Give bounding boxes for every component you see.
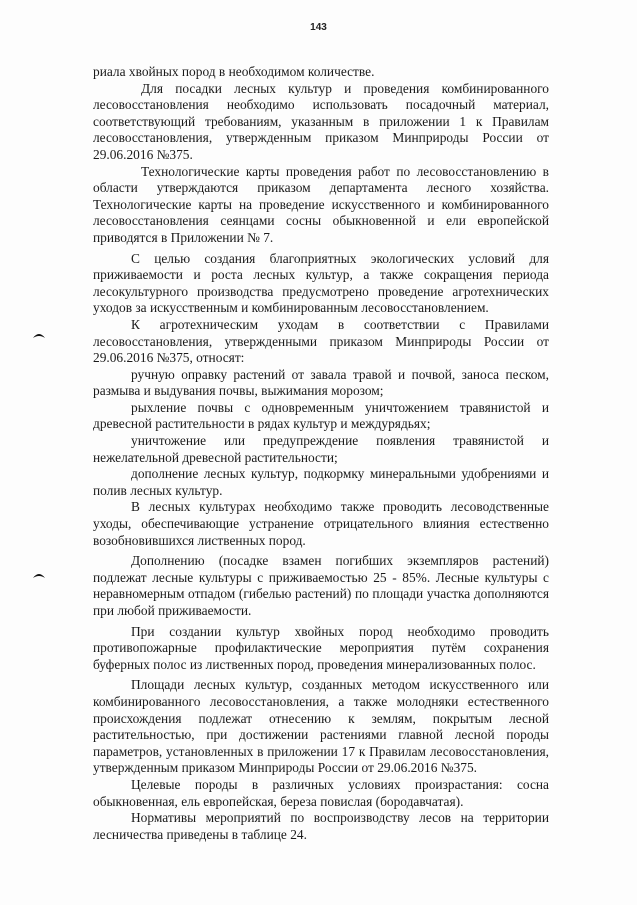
page-number: 143 [310, 22, 327, 33]
list-item: уничтожение или предупреждение появления травянистой и нежелательной древесной растительности; [93, 433, 549, 465]
binder-hole-mark-icon [32, 326, 46, 334]
paragraph: риала хвойных пород в необходимом количестве. [93, 64, 375, 79]
body-text [93, 64, 549, 843]
paragraph: Технологические карты проведения работ по лесовосстановлению в области утверждаются приказом департамента лесного хозяйства. Технологические карты на проведение искусственного и комбинированного лесовосстановления сеянцами сосны обыкновенной и ели европейской приводятся в Приложении № 7. [93, 163, 549, 245]
paragraph: Нормативы мероприятий по воспроизводству лесов на территории лесничества приведены в таблице 24. [93, 810, 549, 842]
list-item: дополнение лесных культур, подкормку минеральными удобрениями и полив лесных культур. [93, 466, 549, 498]
paragraph: Целевые породы в различных условиях произрастания: сосна обыкновенная, ель европейская, береза повислая (бородавчатая). [93, 776, 549, 809]
paragraph: Дополнению (посадке взамен погибших экземпляров растений) подлежат лесные культуры с приживаемостью 25 - 85%. Лесные культуры с неравномерным отпадом (гибелью растений) по площади участка дополняются при любой приживаемости. [93, 553, 549, 618]
paragraph: В лесных культурах необходимо также проводить лесоводственные уходы, обеспечивающие устранение отрицательного влияния естественно возобновившихся лиственных пород. [93, 499, 549, 548]
paragraph: При создании культур хвойных пород необходимо проводить противопожарные профилактические мероприятия путём сохранения буферных полос из лиственных пород, проведения минерализованных полос. [93, 623, 549, 672]
paragraph: К агротехническим уходам в соответствии с Правилами лесовосстановления, утвержденными приказом Минприроды России от 29.06.2016 №375, относят: [93, 316, 549, 366]
paragraph: С целью создания благоприятных экологических условий для приживаемости и роста лесных культур, а также сокращения периода лесокультурного производства предусмотрено проведение агротехнических уходов за искусственным и комбинированным лесовосстановлением. [93, 250, 549, 316]
paragraph: Площади лесных культур, созданных методом искусственного или комбинированного лесовосстановления, а также молодняки естественного происхождения подлежат отнесению к землям, покрытым лесной растительностью, при достижении растениями главной лесной породы параметров, установленных в приложении 17 к Правилам лесовосстановления, утвержденным приказом Минприроды России от 29.06.2016 №375. [93, 677, 549, 776]
list-item: рыхление почвы с одновременным уничтожением травянистой и древесной растительности в рядах культур и междурядьях; [93, 399, 549, 432]
paragraph: Для посадки лесных культур и проведения комбинированного лесовосстановления необходимо использовать посадочный материал, соответствующий требованиям, указанным в приложении 1 к Правилам лесовосстановления, утвержденным приказом Минприроды России от 29.06.2016 №375. [93, 80, 549, 162]
list-item: ручную оправку растений от завала травой и почвой, заноса песком, размыва и выдувания почвы, выжимания морозом; [93, 366, 549, 399]
binder-hole-mark-icon [32, 566, 46, 574]
